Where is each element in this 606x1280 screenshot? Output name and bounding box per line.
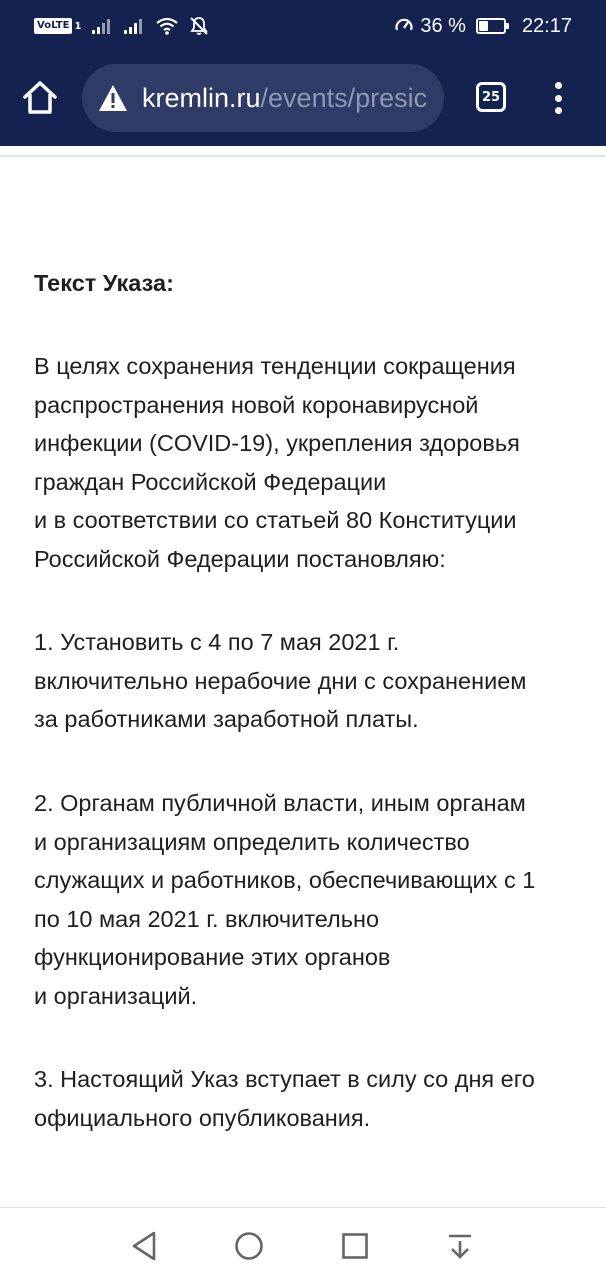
browser-chrome — [0, 0, 606, 146]
browser-toolbar — [0, 52, 606, 146]
nav-back-icon — [129, 1230, 159, 1262]
text-line: и организаций. — [34, 982, 198, 1009]
warning-icon[interactable] — [98, 84, 128, 112]
wifi-icon — [155, 16, 179, 36]
intro-paragraph — [34, 347, 574, 578]
tabs-counter-icon[interactable] — [476, 82, 506, 112]
text-line: официального опубликования. — [34, 1104, 371, 1131]
text-line: 2. Органам публичной власти, иным органам — [34, 790, 526, 816]
text-line: включительно нерабочие дни с сохранением — [34, 667, 527, 694]
url-host: kremlin.ru — [142, 83, 261, 113]
address-bar[interactable] — [82, 64, 444, 132]
item-2-paragraph — [34, 784, 574, 1015]
status-bar — [0, 0, 606, 52]
home-button[interactable] — [20, 78, 60, 118]
nav-notification-shade-icon — [445, 1231, 475, 1261]
nav-notification-shade-button[interactable] — [440, 1226, 480, 1266]
volte-indicator — [34, 17, 81, 35]
tab-count: 25 — [481, 89, 501, 105]
text-line: граждан Российской Федерации — [34, 468, 387, 495]
signal-icon-2 — [123, 17, 145, 35]
nav-recents-button[interactable] — [335, 1226, 375, 1266]
text-line: распространения новой коронавирусной — [34, 391, 479, 418]
text-line: Российской Федерации постановляю: — [34, 545, 446, 572]
nav-recents-icon — [340, 1231, 370, 1261]
text-line: и организациям определить количество — [34, 828, 470, 855]
page-top-divider — [0, 155, 606, 157]
menu-dot — [555, 82, 562, 89]
signal-icon — [91, 17, 113, 35]
text-line: 1. Установить с 4 по 7 мая 2021 г. — [34, 629, 400, 655]
text-line: инфекции (COVID-19), укрепления здоровья — [34, 430, 520, 456]
nav-home-icon — [233, 1230, 265, 1262]
item-3-paragraph — [34, 1060, 574, 1137]
battery-percent: 36 % — [420, 14, 466, 37]
text-line: В целях сохранения тенденции сокращения — [34, 353, 516, 379]
article-heading: Текст Указа: — [34, 270, 174, 296]
url-path: /events/presic — [260, 83, 428, 113]
clock: 22:17 — [521, 14, 572, 37]
menu-dot — [555, 95, 562, 102]
text-line: 3. Настоящий Указ вступает в силу со дня его — [34, 1066, 535, 1092]
home-icon — [20, 78, 60, 118]
volte-label: VoLTE — [34, 18, 72, 34]
nav-home-button[interactable] — [229, 1226, 269, 1266]
status-bar-right — [394, 12, 572, 40]
item-1-paragraph — [34, 623, 574, 739]
url-text[interactable] — [142, 81, 432, 115]
nav-back-button[interactable] — [124, 1226, 164, 1266]
data-saver-icon — [394, 16, 414, 36]
status-bar-left — [34, 14, 209, 38]
more-vert-icon[interactable] — [548, 82, 568, 114]
text-line: служащих и работников, обеспечивающих с 1 — [34, 867, 536, 893]
mute-bell-icon — [189, 16, 209, 36]
text-line: функционирование этих органов — [34, 944, 391, 970]
menu-dot — [555, 107, 562, 114]
text-line: и в соответствии со статьей 80 Конституции — [34, 507, 517, 533]
text-line: за работниками заработной платы. — [34, 706, 419, 732]
battery-icon — [476, 18, 506, 34]
article-body — [34, 264, 574, 1131]
system-nav-bar — [0, 1207, 606, 1280]
volte-sim-number: 1 — [74, 20, 82, 32]
text-line: по 10 мая 2021 г. включительно — [34, 905, 380, 932]
battery-level — [479, 21, 488, 31]
